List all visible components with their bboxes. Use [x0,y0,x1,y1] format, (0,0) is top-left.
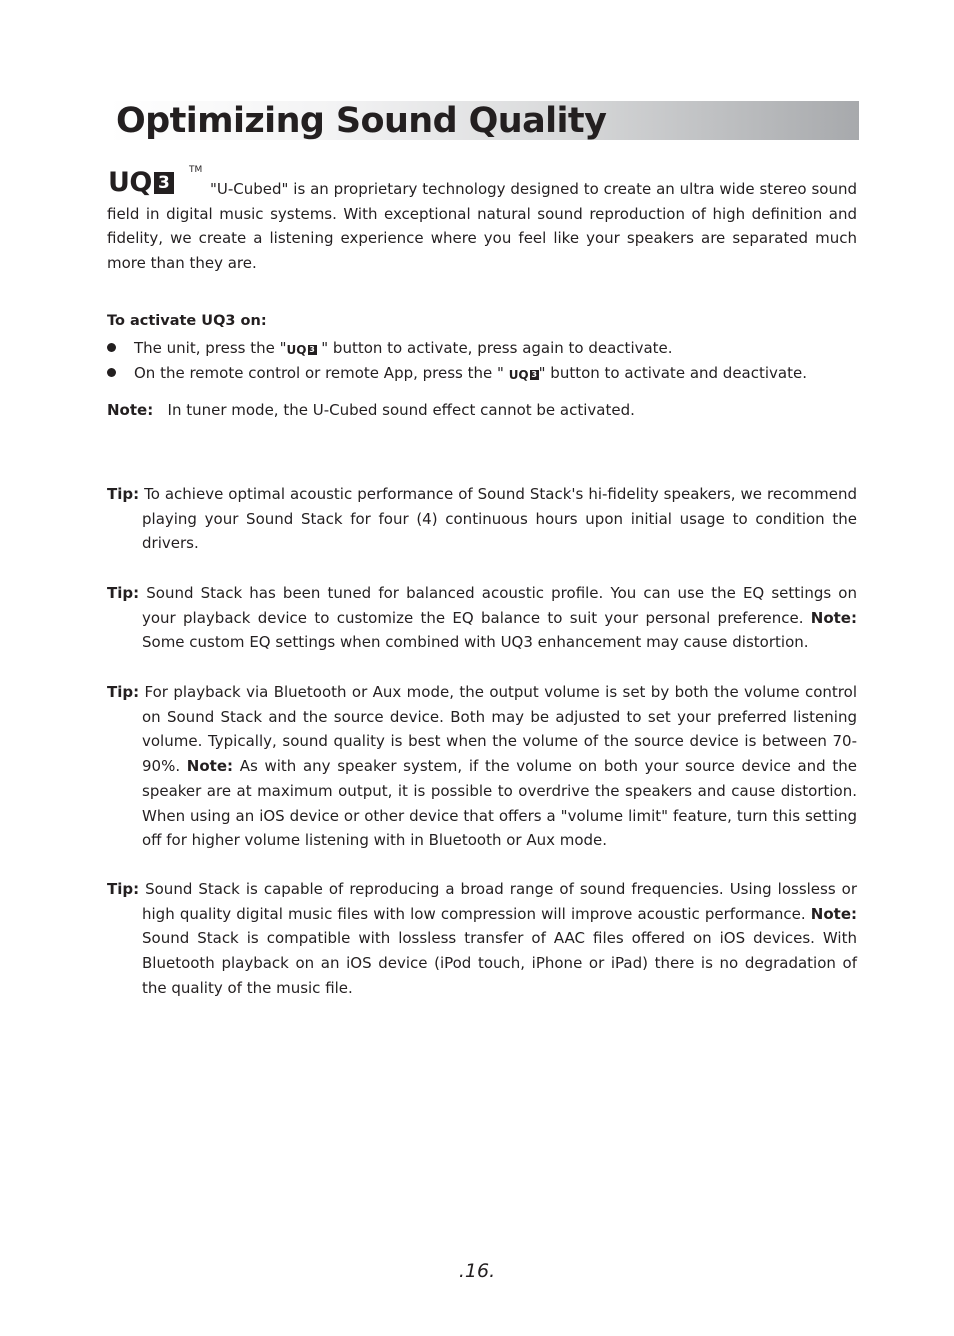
bullet-unit-text-after: " button to activate, press again to deactivate. [316,339,673,357]
bullet-remote-text-after: " button to activate and deactivate. [538,364,807,382]
tip-label: Tip: [107,880,140,898]
tip-note-text: As with any speaker system, if the volume on both your source device and the speaker are at maximum output, it is possible to overdrive the speakers and cause distortion. When using an iOS device or other device that offers a "volume limit" feature, turn this setting off for higher volume listening with in Bluetooth or Aux mode. [142,757,857,850]
note-label: Note: [186,757,233,776]
activate-heading: To activate UQ3 on: [107,313,267,329]
bullet-unit [107,336,673,362]
bullet-remote-text-before: On the remote control or remote App, press the " [134,364,509,382]
tip-text: To achieve optimal acoustic performance of Sound Stack's hi-fidelity speakers, we recommend playing your Sound Stack for four (4) continuous hours upon initial usage to condition the drivers. [142,485,857,553]
note-text: In tuner mode, the U-Cubed sound effect cannot be activated. [167,401,635,419]
tip-text: For playback via Bluetooth or Aux mode, the output volume is set by both the volume control on Sound Stack and the source device. Both may be adjusted to set your preferred listening volume. Typically, sound quality is best when the volume of the source device is between 70-90%. [142,683,857,776]
uq3-logo-letters: UQ [108,167,152,198]
tip-note-text: Sound Stack is compatible with lossless transfer of AAC files offered on iOS devices. With Bluetooth playback on an iOS device (iPod touch, iPhone or iPad) there is no degradation of the quality of the music file. [142,929,857,997]
tip-text: Sound Stack has been tuned for balanced acoustic profile. You can use the EQ settings on your playback device to customize the EQ balance to suit your personal preference. [142,584,857,627]
uq3-button-icon: UQ 3 [286,343,315,357]
bullet-dot [107,343,116,352]
bullet-remote [107,361,807,387]
page-title: Optimizing Sound Quality [116,101,607,141]
tip-lossless [107,877,857,1001]
uq3-logo-digit: 3 [154,172,174,194]
page-number: .16. [458,1260,496,1282]
tip-label: Tip: [107,683,140,701]
tip-label: Tip: [107,584,140,602]
uq3-button-icon: UQ 3 [508,368,537,382]
note-label: Note: [810,904,857,923]
tip-break-in [107,482,857,556]
trademark-mark: TM [189,165,203,175]
tip-eq [107,581,857,655]
tip-label: Tip: [107,485,140,503]
tip-volume [107,680,857,853]
bullet-unit-text-before: The unit, press the " [134,339,287,357]
intro-paragraph: "U-Cubed" is an proprietary technology designed to create an ultra wide stereo sound field in digital music systems. With exceptional natural sound reproduction of high definition and fidelity, we create a listening experience where you feel like your speakers are separated much more than they are. [107,180,857,273]
tip-note-text: Some custom EQ settings when combined with UQ3 enhancement may cause distortion. [142,633,809,652]
note-label: Note: [810,608,857,627]
tuner-note [107,398,635,422]
tip-text: Sound Stack is capable of reproducing a broad range of sound frequencies. Using lossless or high quality digital music files with low compression will improve acoustic performance. [142,880,857,923]
bullet-dot [107,368,116,377]
note-label: Note: [107,401,154,419]
